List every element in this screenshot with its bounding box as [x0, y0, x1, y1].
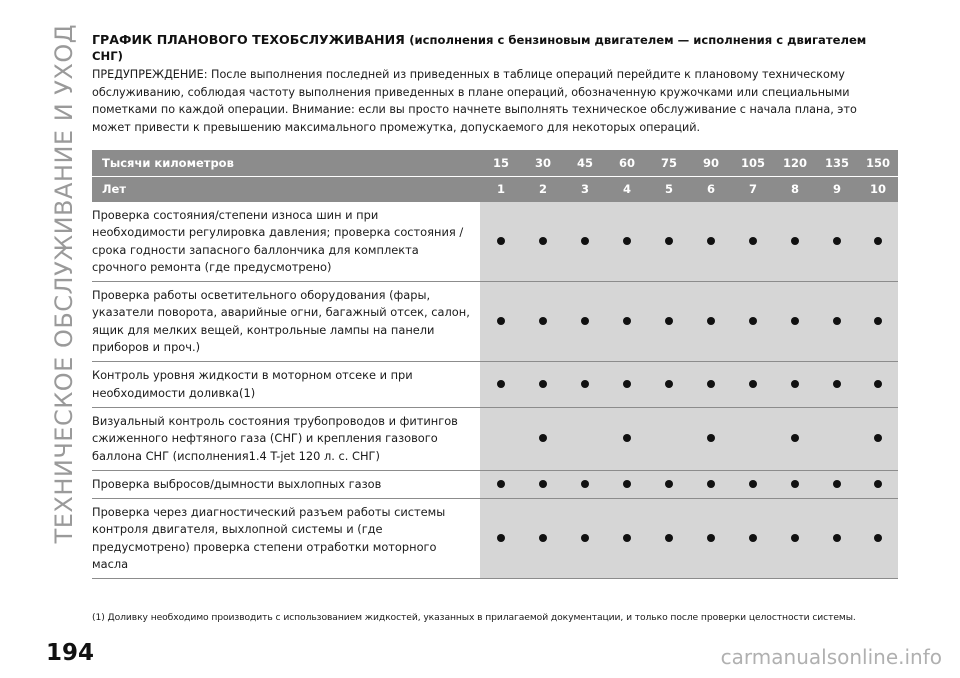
- schedule-cell: [648, 499, 690, 579]
- operation-description: Проверка работы осветительного оборудования (фары, указатели поворота, аварийные огни, багажный отсек, салон, ящик для мелких вещей, контрольные лампы на панели приборов и проч.): [92, 282, 480, 362]
- schedule-cell: [816, 499, 858, 579]
- schedule-cell: [522, 407, 564, 470]
- bullet-dot-icon: [874, 380, 882, 388]
- bullet-dot-icon: [749, 534, 757, 542]
- bullet-dot-icon: [581, 480, 589, 488]
- schedule-cell: [858, 470, 898, 498]
- schedule-cell: [564, 407, 606, 470]
- km-header-value: 30: [522, 150, 564, 176]
- schedule-cell: [480, 362, 522, 408]
- bullet-dot-icon: [791, 480, 799, 488]
- years-header-row: [92, 176, 898, 202]
- bullet-dot-icon: [539, 480, 547, 488]
- bullet-dot-icon: [539, 380, 547, 388]
- schedule-cell: [690, 499, 732, 579]
- bullet-dot-icon: [791, 237, 799, 245]
- heading-main: ГРАФИК ПЛАНОВОГО ТЕХОБСЛУЖИВАНИЯ: [92, 32, 405, 47]
- schedule-cell: [858, 499, 898, 579]
- schedule-cell: [858, 362, 898, 408]
- schedule-cell: [606, 202, 648, 282]
- bullet-dot-icon: [707, 317, 715, 325]
- years-header-value: 3: [564, 176, 606, 202]
- schedule-cell: [774, 202, 816, 282]
- schedule-cell: [774, 499, 816, 579]
- schedule-cell: [774, 362, 816, 408]
- table-row: [92, 362, 898, 408]
- years-header-value: 8: [774, 176, 816, 202]
- schedule-cell: [522, 499, 564, 579]
- bullet-dot-icon: [791, 317, 799, 325]
- km-header-value: 60: [606, 150, 648, 176]
- km-header-value: 120: [774, 150, 816, 176]
- bullet-dot-icon: [623, 237, 631, 245]
- warning-paragraph: ПРЕДУПРЕЖДЕНИЕ: После выполнения последней из приведенных в таблице операций перейдите к плановому техническому обслуживанию, соблюдая частоту выполнения приведенных в плане операций, обозначенную кружочками или специальными пометками по каждой операции. Внимание: если вы просто начнете выполнять техническое обслуживание с начала плана, это может привести к превышению максимального промежутка, допускаемого для некоторых операций.: [92, 68, 857, 134]
- operation-description: Визуальный контроль состояния трубопроводов и фитингов сжиженного нефтяного газа (СНГ) и крепления газового баллона СНГ (исполнения1.4 T-jet 120 л. с. СНГ): [92, 407, 480, 470]
- section-side-title: [44, 24, 84, 624]
- schedule-cell: [648, 202, 690, 282]
- km-header-value: 75: [648, 150, 690, 176]
- years-header-value: 9: [816, 176, 858, 202]
- bullet-dot-icon: [623, 380, 631, 388]
- schedule-cell: [480, 282, 522, 362]
- schedule-cell: [690, 282, 732, 362]
- bullet-dot-icon: [707, 434, 715, 442]
- schedule-cell: [564, 202, 606, 282]
- years-header-value: 4: [606, 176, 648, 202]
- schedule-cell: [816, 407, 858, 470]
- bullet-dot-icon: [707, 480, 715, 488]
- years-header-value: 5: [648, 176, 690, 202]
- bullet-dot-icon: [665, 534, 673, 542]
- schedule-cell: [606, 282, 648, 362]
- operation-description: Проверка состояния/степени износа шин и при необходимости регулировка давления; проверка состояния / срока годности запасного баллончика для комплекта срочного ремонта (где предусмотрено): [92, 202, 480, 282]
- schedule-cell: [816, 202, 858, 282]
- schedule-cell: [732, 202, 774, 282]
- km-header-label: Тысячи километров: [92, 150, 480, 176]
- schedule-cell: [690, 362, 732, 408]
- km-header-value: 150: [858, 150, 898, 176]
- years-header-value: 10: [858, 176, 898, 202]
- bullet-dot-icon: [791, 534, 799, 542]
- bullet-dot-icon: [665, 380, 673, 388]
- years-header-value: 1: [480, 176, 522, 202]
- schedule-cell: [732, 362, 774, 408]
- bullet-dot-icon: [581, 237, 589, 245]
- table-row: [92, 407, 898, 470]
- table-row: [92, 499, 898, 579]
- bullet-dot-icon: [874, 480, 882, 488]
- bullet-dot-icon: [497, 534, 505, 542]
- km-header-value: 135: [816, 150, 858, 176]
- watermark: carmanualsonline.info: [720, 645, 942, 669]
- schedule-cell: [522, 282, 564, 362]
- maintenance-schedule-table: [92, 150, 898, 579]
- schedule-cell: [606, 499, 648, 579]
- schedule-cell: [690, 407, 732, 470]
- schedule-cell: [690, 470, 732, 498]
- bullet-dot-icon: [707, 380, 715, 388]
- schedule-cell: [858, 202, 898, 282]
- schedule-cell: [816, 282, 858, 362]
- bullet-dot-icon: [581, 534, 589, 542]
- years-header-label: Лет: [92, 176, 480, 202]
- years-header-value: 7: [732, 176, 774, 202]
- bullet-dot-icon: [791, 380, 799, 388]
- schedule-cell: [816, 470, 858, 498]
- schedule-cell: [522, 362, 564, 408]
- bullet-dot-icon: [833, 380, 841, 388]
- heading-paren: (исполнения с бензиновым двигателем — исполнения с двигателем СНГ): [92, 33, 867, 63]
- schedule-cell: [564, 362, 606, 408]
- schedule-cell: [522, 470, 564, 498]
- bullet-dot-icon: [539, 534, 547, 542]
- schedule-cell: [732, 470, 774, 498]
- years-header-value: 2: [522, 176, 564, 202]
- bullet-dot-icon: [874, 434, 882, 442]
- bullet-dot-icon: [874, 534, 882, 542]
- schedule-cell: [606, 362, 648, 408]
- schedule-cell: [732, 407, 774, 470]
- operation-description: Проверка выбросов/дымности выхлопных газов: [92, 470, 480, 498]
- schedule-cell: [480, 407, 522, 470]
- table-row: [92, 282, 898, 362]
- schedule-cell: [732, 282, 774, 362]
- bullet-dot-icon: [707, 534, 715, 542]
- schedule-cell: [774, 407, 816, 470]
- schedule-cell: [858, 407, 898, 470]
- side-title-text: ТЕХНИЧЕСКОЕ ОБСЛУЖИВАНИЕ И УХОД: [50, 24, 78, 544]
- bullet-dot-icon: [874, 317, 882, 325]
- km-header-row: [92, 150, 898, 176]
- schedule-cell: [690, 202, 732, 282]
- bullet-dot-icon: [707, 237, 715, 245]
- bullet-dot-icon: [623, 480, 631, 488]
- schedule-cell: [816, 362, 858, 408]
- bullet-dot-icon: [665, 237, 673, 245]
- bullet-dot-icon: [623, 534, 631, 542]
- page-number: 194: [46, 640, 95, 666]
- schedule-cell: [606, 407, 648, 470]
- bullet-dot-icon: [581, 317, 589, 325]
- schedule-cell: [606, 470, 648, 498]
- table-row: [92, 470, 898, 498]
- bullet-dot-icon: [623, 317, 631, 325]
- schedule-cell: [858, 282, 898, 362]
- years-header-value: 6: [690, 176, 732, 202]
- bullet-dot-icon: [623, 434, 631, 442]
- schedule-cell: [648, 282, 690, 362]
- schedule-cell: [564, 470, 606, 498]
- schedule-cell: [732, 499, 774, 579]
- operation-description: Контроль уровня жидкости в моторном отсеке и при необходимости доливка(1): [92, 362, 480, 408]
- bullet-dot-icon: [833, 480, 841, 488]
- page-content: [92, 32, 898, 136]
- schedule-cell: [648, 362, 690, 408]
- bullet-dot-icon: [539, 237, 547, 245]
- schedule-cell: [480, 499, 522, 579]
- bullet-dot-icon: [791, 434, 799, 442]
- bullet-dot-icon: [833, 317, 841, 325]
- footnote: (1) Доливку необходимо производить с использованием жидкостей, указанных в прилагаемой документации, и только после проверки целостности системы.: [92, 612, 856, 623]
- bullet-dot-icon: [665, 317, 673, 325]
- bullet-dot-icon: [749, 380, 757, 388]
- km-header-value: 15: [480, 150, 522, 176]
- bullet-dot-icon: [749, 480, 757, 488]
- bullet-dot-icon: [539, 317, 547, 325]
- bullet-dot-icon: [665, 480, 673, 488]
- schedule-cell: [564, 499, 606, 579]
- bullet-dot-icon: [874, 237, 882, 245]
- bullet-dot-icon: [749, 317, 757, 325]
- bullet-dot-icon: [581, 380, 589, 388]
- bullet-dot-icon: [833, 237, 841, 245]
- bullet-dot-icon: [497, 480, 505, 488]
- page-heading: [92, 32, 898, 64]
- schedule-cell: [564, 282, 606, 362]
- schedule-cell: [648, 470, 690, 498]
- km-header-value: 90: [690, 150, 732, 176]
- km-header-value: 105: [732, 150, 774, 176]
- bullet-dot-icon: [497, 237, 505, 245]
- km-header-value: 45: [564, 150, 606, 176]
- schedule-cell: [480, 202, 522, 282]
- schedule-cell: [480, 470, 522, 498]
- schedule-cell: [522, 202, 564, 282]
- table-row: [92, 202, 898, 282]
- operation-description: Проверка через диагностический разъем работы системы контроля двигателя, выхлопной системы и (где предусмотрено) проверка степени отработки моторного масла: [92, 499, 480, 579]
- bullet-dot-icon: [539, 434, 547, 442]
- schedule-cell: [774, 282, 816, 362]
- bullet-dot-icon: [833, 534, 841, 542]
- bullet-dot-icon: [497, 380, 505, 388]
- schedule-cell: [774, 470, 816, 498]
- bullet-dot-icon: [749, 237, 757, 245]
- schedule-cell: [648, 407, 690, 470]
- bullet-dot-icon: [497, 317, 505, 325]
